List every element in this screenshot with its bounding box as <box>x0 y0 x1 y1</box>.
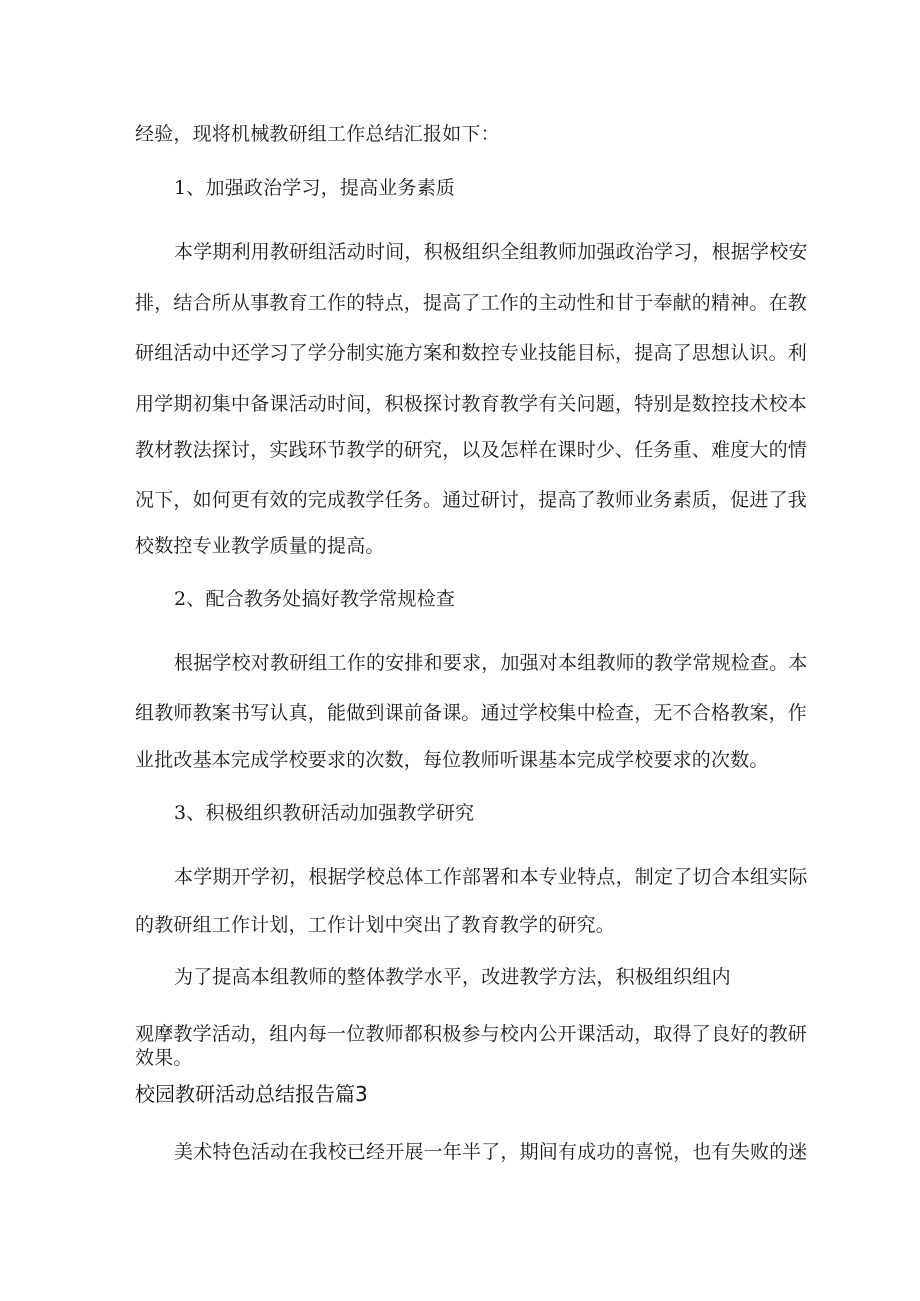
section-2-line-3: 业批改基本完成学校要求的次数，每位教师听课基本完成学校要求的次数。 <box>135 749 769 771</box>
section-2-line-2: 组教师教案书写认真，能做到课前备课。通过学校集中检查，无不合格教案，作 <box>135 702 808 724</box>
section-1-line-2: 排，结合所从事教育工作的特点，提高了工作的主动性和甘于奉献的精神。在教 <box>135 292 808 314</box>
section-1-line-1: 本学期利用教研组活动时间，积极组织全组教师加强政治学习，根据学校安 <box>174 241 808 263</box>
section-3-line-5: 效果。 <box>135 1047 193 1069</box>
section-2-title: 2、配合教务处搞好教学常规检查 <box>174 588 456 610</box>
intro-line: 经验，现将机械教研组工作总结汇报如下： <box>135 123 500 145</box>
section-1-line-7: 校数控专业教学质量的提高。 <box>135 535 385 557</box>
section-1-line-6: 况下，如何更有效的完成教学任务。通过研讨，提高了教师业务素质，促进了我 <box>135 489 808 511</box>
section-1-title: 1、加强政治学习，提高业务素质 <box>174 177 456 199</box>
section-3-title: 3、积极组织教研活动加强教学研究 <box>174 802 475 824</box>
section-1-line-5: 教材教法探讨，实践环节教学的研究，以及怎样在课时少、任务重、难度大的情 <box>135 439 808 461</box>
section-3-line-1: 本学期开学初，根据学校总体工作部署和本专业特点，制定了切合本组实际 <box>174 866 808 888</box>
section-3-line-2: 的教研组工作计划，工作计划中突出了教育教学的研究。 <box>135 914 616 936</box>
section-2-line-1: 根据学校对教研组工作的安排和要求，加强对本组教师的教学常规检查。本 <box>174 652 808 674</box>
section-1-line-3: 研组活动中还学习了学分制实施方案和数控专业技能目标，提高了思想认识。利 <box>135 342 808 364</box>
closing-line: 美术特色活动在我校已经开展一年半了，期间有成功的喜悦，也有失败的迷 <box>174 1141 808 1163</box>
article-heading: 校园教研活动总结报告篇3 <box>135 1082 368 1106</box>
section-3-line-4: 观摩教学活动，组内每一位教师都积极参与校内公开课活动，取得了良好的教研 <box>135 1023 808 1045</box>
section-3-line-3: 为了提高本组教师的整体教学水平，改进教学方法，积极组织组内 <box>174 966 731 988</box>
section-1-line-4: 用学期初集中备课活动时间，积极探讨教育教学有关问题，特别是数控技术校本 <box>135 393 808 415</box>
